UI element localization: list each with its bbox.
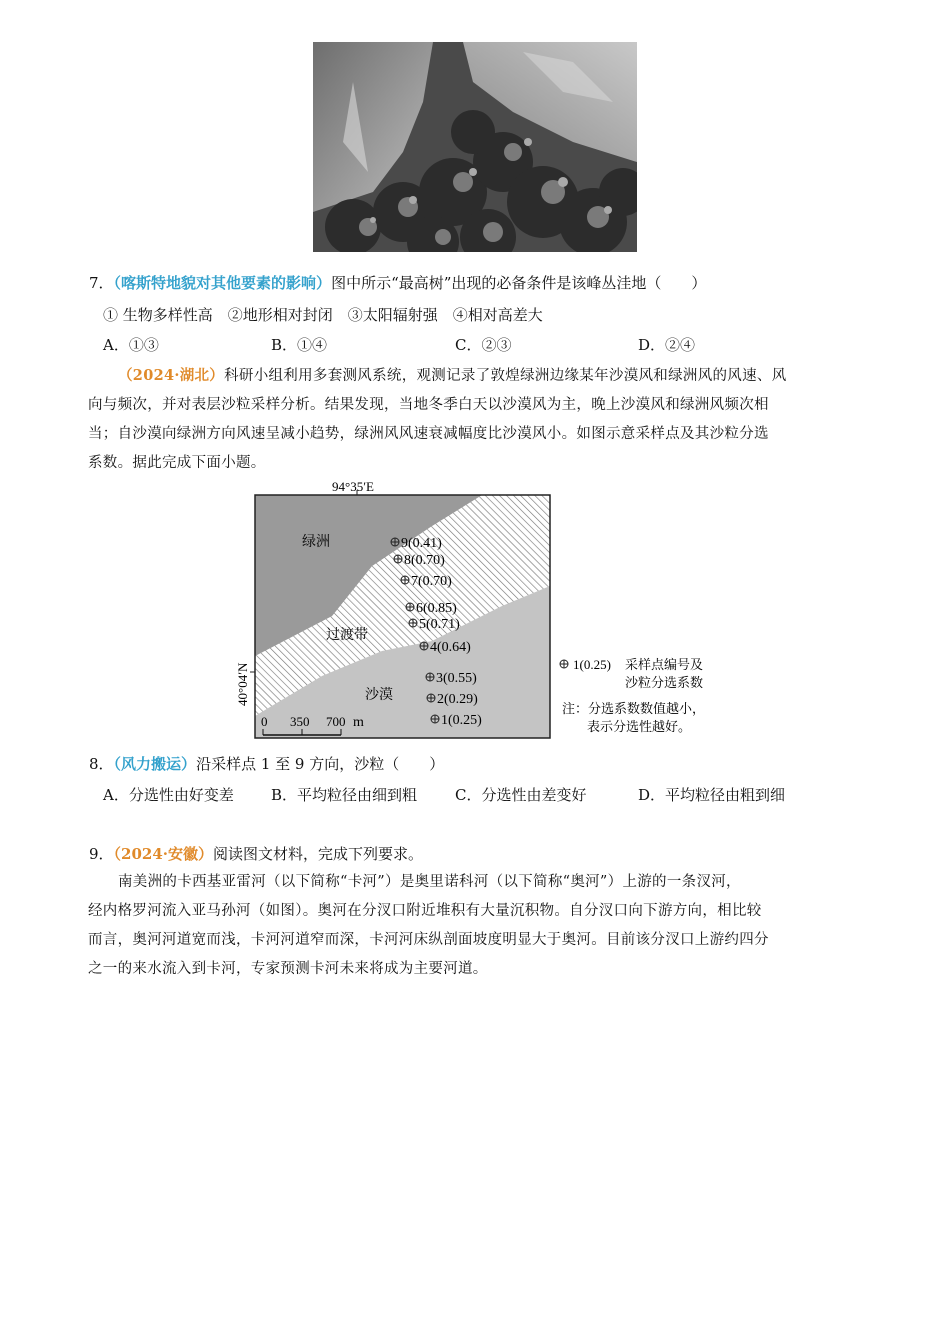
passage-line: 而言，奥河河道宽而浅，卡河河道窄而深，卡河河床纵剖面坡度明显大于奥河。目前该分汊口上游约四分 <box>88 932 769 948</box>
question-7-options <box>0 334 950 354</box>
passage-line: 系数。据此完成下面小题。 <box>88 455 266 471</box>
scale-max: 700 <box>326 714 346 729</box>
scale-mid: 350 <box>290 714 310 729</box>
longitude-label: 94°35′E <box>332 479 374 494</box>
sampling-map-figure <box>232 476 722 744</box>
question-stem: 沿采样点 1 至 9 方向，沙粒（ ） <box>196 755 445 773</box>
option-c[interactable]: C．②③ <box>455 336 512 354</box>
passage-line: 向与频次，并对表层沙粒采样分析。结果发现，当地冬季白天以沙漠风为主，晚上沙漠风和绿洲风频次相 <box>88 397 769 413</box>
sample-label: 5(0.71) <box>419 617 460 632</box>
question-tag: （喀斯特地貌对其他要素的影响） <box>113 274 332 292</box>
option-c[interactable]: C．分选性由差变好 <box>455 786 587 804</box>
question-tag: （风力搬运） <box>113 755 197 773</box>
question-9 <box>89 843 423 864</box>
scale-zero: 0 <box>261 714 268 729</box>
zone-label-oasis: 绿洲 <box>302 535 330 550</box>
option-b[interactable]: B．①④ <box>271 336 328 354</box>
passage-tag: （2024·湖北） <box>118 367 225 384</box>
passage-line: 科研小组利用多套测风系统，观测记录了敦煌绿洲边缘某年沙漠风和绿洲风的风速、风 <box>224 368 787 384</box>
option-d[interactable]: D．②④ <box>638 336 696 354</box>
passage-line: 经内格罗河流入亚马孙河（如图）。奥河在分汊口附近堆积有大量沉积物。自分汊口向下游方向，相比较 <box>88 903 762 919</box>
question-stem: 图中所示“最高树”出现的必备条件是该峰丛洼地（ ） <box>331 274 707 292</box>
latitude-label: 40°04′N <box>235 662 250 706</box>
sample-label: 7(0.70) <box>411 574 452 589</box>
sample-label: 6(0.85) <box>416 601 457 616</box>
scale-unit: m <box>353 715 364 730</box>
question-number: 8． <box>89 755 114 773</box>
zone-label-transition: 过渡带 <box>326 628 368 643</box>
passage-anhui <box>88 868 868 984</box>
question-stem: 阅读图文材料，完成下列要求。 <box>213 845 424 863</box>
question-8 <box>89 753 444 774</box>
option-a[interactable]: A．①③ <box>103 336 159 354</box>
question-7-statements: ① 生物多样性高 ②地形相对封闭 ③太阳辐射强 ④相对高差大 <box>103 306 543 324</box>
legend-line1: 采样点编号及 <box>625 657 704 672</box>
sample-label: 8(0.70) <box>404 553 445 568</box>
question-number: 7． <box>89 274 114 292</box>
option-a[interactable]: A．分选性由好变差 <box>103 786 234 804</box>
passage-line: 南美洲的卡西基亚雷河（以下简称“卡河”）是奥里诺科河（以下简称“奥河”）上游的一条汊河， <box>118 874 741 890</box>
legend-line2: 沙粒分选系数 <box>625 675 704 690</box>
passage-hubei <box>88 361 868 478</box>
sample-label: 1(0.25) <box>441 713 482 728</box>
passage-line: 之一的来水流入到卡河，专家预测卡河未来将成为主要河道。 <box>88 961 488 977</box>
option-b[interactable]: B．平均粒径由细到粗 <box>271 786 418 804</box>
question-8-options <box>0 784 950 804</box>
note-line1: 注：分选系数数值越小， <box>562 701 706 716</box>
karst-forest-photo <box>313 42 637 252</box>
sample-label: 3(0.55) <box>436 671 477 686</box>
sample-label: 2(0.29) <box>437 692 478 707</box>
sample-label: 9(0.41) <box>401 536 442 551</box>
legend-sample: 1(0.25) <box>573 657 611 672</box>
note-line2: 表示分选性越好。 <box>587 719 692 734</box>
passage-line: 当；自沙漠向绿洲方向风速呈减小趋势，绿洲风风速衰减幅度比沙漠风小。如图示意采样点及其沙粒分选 <box>88 426 769 442</box>
question-7 <box>89 272 706 293</box>
option-d[interactable]: D．平均粒径由粗到细 <box>638 786 786 804</box>
zone-label-desert: 沙漠 <box>365 688 393 703</box>
legend <box>560 657 705 734</box>
question-tag: （2024·安徽） <box>113 845 214 863</box>
sample-label: 4(0.64) <box>430 640 471 655</box>
question-number: 9． <box>89 845 114 863</box>
